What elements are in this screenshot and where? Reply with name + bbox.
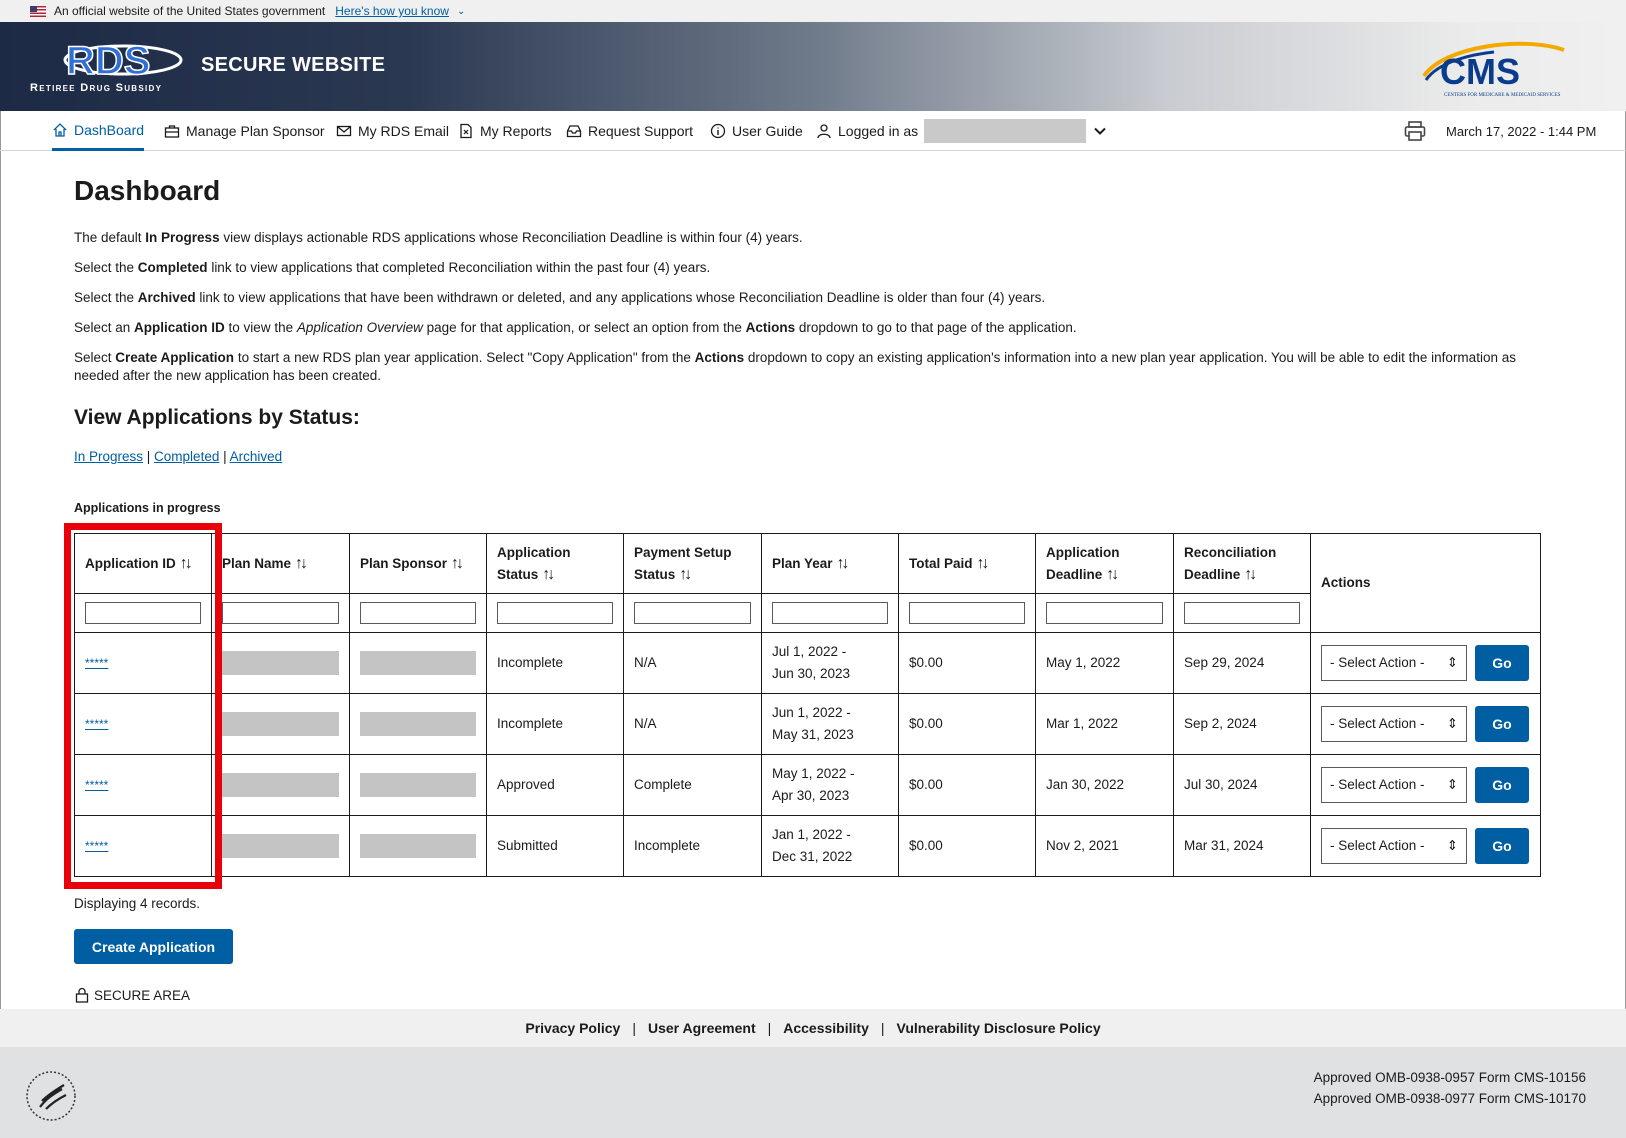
sort-icon[interactable]: ↑↓: [836, 554, 847, 572]
cell-plan-year: [762, 816, 899, 877]
intro-text: Select the: [74, 290, 138, 305]
filter-cell: [487, 594, 624, 633]
redacted-plan-sponsor: [360, 651, 476, 675]
cell-plan-year: [762, 755, 899, 816]
select-action-value: - Select Action -: [1330, 716, 1425, 731]
select-action-dropdown[interactable]: [1321, 706, 1467, 742]
nav-logged-in-label: Logged in as: [838, 123, 919, 139]
filter-cell: [75, 594, 212, 633]
cell-application-status: Approved: [487, 755, 624, 816]
th-plan-sponsor[interactable]: [350, 534, 487, 594]
header-label: Application: [1046, 544, 1120, 560]
intro-paragraph-3: [74, 289, 1554, 307]
select-action-dropdown[interactable]: [1321, 828, 1467, 864]
go-button[interactable]: Go: [1475, 767, 1529, 803]
nav-user-guide[interactable]: [710, 111, 803, 151]
select-action-value: - Select Action -: [1330, 655, 1425, 670]
nav-my-reports-label: My Reports: [480, 123, 552, 139]
footer-links: [0, 1009, 1626, 1047]
plan-year-end: Jun 30, 2023: [772, 666, 851, 681]
lock-icon: [74, 987, 90, 1003]
nav-my-reports[interactable]: [458, 111, 552, 151]
cell-payment-status: Complete: [624, 755, 762, 816]
select-action-value: - Select Action -: [1330, 838, 1425, 853]
redacted-plan-name: [222, 651, 339, 675]
updown-caret-icon: ⇕: [1446, 777, 1458, 792]
intro-bold: Archived: [137, 290, 196, 305]
filter-total-paid-input[interactable]: [909, 602, 1025, 624]
omb-line-2: Approved OMB-0938-0977 Form CMS-10170: [1313, 1091, 1586, 1106]
table-header-row: [75, 534, 1541, 594]
cell-application-deadline: May 1, 2022: [1036, 633, 1174, 694]
gov-banner: [0, 0, 1626, 22]
th-plan-year[interactable]: [762, 534, 899, 594]
header-label: Status: [634, 566, 676, 582]
redacted-plan-name: [222, 773, 339, 797]
header-label: Deadline: [1184, 566, 1241, 582]
redacted-plan-sponsor: [360, 834, 476, 858]
intro-paragraph-1: [74, 229, 1554, 247]
cell-reconciliation-deadline: Sep 2, 2024: [1174, 694, 1311, 755]
select-action-dropdown[interactable]: [1321, 767, 1467, 803]
intro-text: Select an: [74, 320, 135, 335]
cell-total-paid: $0.00: [899, 816, 1036, 877]
plan-year-start: Jun 1, 2022 -: [772, 705, 851, 720]
nav-request-support[interactable]: [566, 111, 693, 151]
cell-reconciliation-deadline: Mar 31, 2024: [1174, 816, 1311, 877]
header-label: Plan Name: [222, 555, 292, 571]
cell-application-id: [75, 633, 212, 694]
table-row: [75, 816, 1541, 877]
nav-dashboard-label: DashBoard: [74, 121, 145, 138]
intro-text: to view the: [224, 320, 297, 335]
intro-paragraph-2: [74, 259, 1554, 277]
user-icon: [816, 123, 832, 139]
rds-logo[interactable]: [58, 36, 188, 86]
site-header: [0, 22, 1626, 111]
intro-text: Select: [74, 350, 116, 365]
filter-cell: [350, 594, 487, 633]
filter-application-id-input[interactable]: [85, 602, 201, 624]
cell-application-status: Incomplete: [487, 694, 624, 755]
filter-plan-sponsor-input[interactable]: [360, 602, 476, 624]
th-actions: Actions: [1311, 534, 1541, 633]
cell-application-deadline: Nov 2, 2021: [1036, 816, 1174, 877]
cell-total-paid: $0.00: [899, 633, 1036, 694]
application-id-link[interactable]: *****: [85, 717, 109, 731]
nav-request-support-label: Request Support: [588, 123, 694, 139]
nav-date: March 17, 2022 - 1:44 PM: [1446, 123, 1597, 139]
cell-application-id: [75, 694, 212, 755]
link-completed[interactable]: Completed: [154, 449, 220, 464]
application-id-link[interactable]: *****: [85, 656, 109, 670]
home-icon: [52, 122, 68, 138]
header-label: Total Paid: [909, 555, 973, 571]
nav-user-guide-label: User Guide: [732, 123, 803, 139]
username-redacted: [924, 119, 1086, 143]
cell-plan-sponsor: [350, 816, 487, 877]
header-label: Application: [497, 544, 571, 560]
filter-cell: [899, 594, 1036, 633]
filter-cell: [624, 594, 762, 633]
redacted-plan-name: [222, 834, 339, 858]
filter-reconciliation-deadline-input[interactable]: [1184, 602, 1300, 624]
cell-total-paid: $0.00: [899, 755, 1036, 816]
filter-plan-name-input[interactable]: [222, 602, 339, 624]
updown-caret-icon: ⇕: [1446, 716, 1458, 731]
inbox-icon: [566, 123, 582, 139]
intro-text: Select the: [74, 260, 138, 275]
intro-text: link to view applications that have been withdrawn or deleted, and any applications whose Reconciliation Deadline is older than four (4) years.: [195, 290, 1046, 305]
intro-paragraph-5: [74, 349, 1554, 385]
cms-logo-text: CMS: [1440, 51, 1520, 92]
table-row: [75, 694, 1541, 755]
go-button[interactable]: Go: [1475, 706, 1529, 742]
th-payment-setup-status[interactable]: [624, 534, 762, 594]
cell-plan-name: [212, 633, 350, 694]
th-total-paid[interactable]: [899, 534, 1036, 594]
cell-application-deadline: Mar 1, 2022: [1036, 694, 1174, 755]
print-icon[interactable]: [1403, 119, 1427, 143]
secure-area: [74, 987, 190, 1003]
intro-bold: Create Application: [115, 350, 235, 365]
go-button[interactable]: Go: [1475, 828, 1529, 864]
us-flag-icon: [30, 6, 46, 17]
cms-tagline: CENTERS FOR MEDICARE & MEDICAID SERVICES: [1444, 93, 1561, 98]
redacted-plan-sponsor: [360, 773, 476, 797]
cell-actions: [1311, 694, 1541, 755]
cell-reconciliation-deadline: Jul 30, 2024: [1174, 755, 1311, 816]
page-title: Dashboard: [74, 175, 221, 206]
cell-actions: [1311, 816, 1541, 877]
section-title: View Applications by Status:: [74, 406, 360, 429]
site-title: SECURE WEBSITE: [201, 54, 386, 76]
cell-application-id: [75, 755, 212, 816]
th-application-id[interactable]: [75, 534, 212, 594]
intro-text: to start a new RDS plan year application. Select "Copy Application" from the: [234, 350, 695, 365]
cell-application-id: [75, 816, 212, 877]
main-nav: [0, 111, 1626, 151]
gov-banner-text: An official website of the United States government: [54, 4, 326, 18]
plan-year-end: Apr 30, 2023: [772, 788, 850, 803]
info-icon: [710, 123, 726, 139]
intro-bold: Actions: [694, 350, 745, 365]
rds-logo-text: RDS: [66, 39, 151, 83]
secure-area-label: SECURE AREA: [94, 987, 191, 1003]
filter-cell: [1036, 594, 1174, 633]
intro-text: link to view applications that completed Reconciliation within the past four (4) years.: [207, 260, 711, 275]
cell-payment-status: N/A: [624, 694, 762, 755]
footer-separator: |: [880, 1020, 885, 1036]
omb-line-1: Approved OMB-0938-0957 Form CMS-10156: [1313, 1070, 1586, 1085]
th-application-status[interactable]: [487, 534, 624, 594]
sort-icon[interactable]: ↑↓: [451, 554, 462, 572]
omb-approvals: [1314, 1067, 1586, 1109]
nav-manage-plan-sponsor-label: Manage Plan Sponsor: [186, 123, 325, 139]
filter-cell: [1174, 594, 1311, 633]
plan-year-start: May 1, 2022 -: [772, 766, 855, 781]
sort-icon[interactable]: ↑↓: [679, 565, 690, 583]
cell-plan-sponsor: [350, 755, 487, 816]
intro-text: The default: [74, 230, 146, 245]
footer-link-user-agreement[interactable]: User Agreement: [647, 1020, 756, 1036]
application-id-link[interactable]: *****: [85, 839, 109, 853]
footer-link-accessibility[interactable]: Accessibility: [783, 1020, 869, 1036]
footer-separator: |: [767, 1020, 772, 1036]
nav-dashboard[interactable]: [52, 111, 144, 151]
cell-actions: [1311, 755, 1541, 816]
header-label: Reconciliation: [1184, 544, 1277, 560]
intro-bold: Application ID: [134, 320, 225, 335]
rds-logo-subtitle: Retiree Drug Subsidy: [30, 82, 163, 94]
cell-plan-year: [762, 633, 899, 694]
intro-paragraph-4: [74, 319, 1554, 337]
cell-plan-name: [212, 755, 350, 816]
cms-logo[interactable]: [1414, 36, 1584, 102]
plan-year-start: Jan 1, 2022 -: [772, 827, 851, 842]
header-label: Deadline: [1046, 566, 1103, 582]
cell-plan-name: [212, 694, 350, 755]
footer-link-vulnerability-disclosure[interactable]: Vulnerability Disclosure Policy: [896, 1020, 1101, 1036]
sort-icon[interactable]: ↑↓: [542, 565, 553, 583]
header-label: Plan Sponsor: [360, 555, 448, 571]
go-button[interactable]: Go: [1475, 645, 1529, 681]
cell-reconciliation-deadline: Sep 29, 2024: [1174, 633, 1311, 694]
status-links: In Progress | Completed | Archived: [74, 449, 283, 464]
filter-plan-year-input[interactable]: [772, 602, 888, 624]
footer-bottom: [0, 1047, 1626, 1138]
th-reconciliation-deadline[interactable]: [1174, 534, 1311, 594]
intro-italic: Application Overview: [296, 320, 423, 335]
envelope-icon: [336, 123, 352, 139]
header-label: Status: [497, 566, 539, 582]
cell-plan-name: [212, 816, 350, 877]
table-caption: Applications in progress: [74, 501, 221, 515]
updown-caret-icon: ⇕: [1446, 838, 1458, 853]
th-application-deadline[interactable]: [1036, 534, 1174, 594]
cell-plan-sponsor: [350, 694, 487, 755]
nav-my-rds-email-label: My RDS Email: [358, 123, 450, 139]
filter-application-deadline-input[interactable]: [1046, 602, 1163, 624]
redacted-plan-sponsor: [360, 712, 476, 736]
sort-icon[interactable]: ↑↓: [179, 554, 190, 572]
briefcase-icon: [164, 123, 180, 139]
applications-table: [74, 533, 1541, 877]
intro-bold: In Progress: [145, 230, 220, 245]
filter-cell: [762, 594, 899, 633]
filter-cell: [212, 594, 350, 633]
create-application-button[interactable]: Create Application: [74, 929, 233, 964]
sort-icon[interactable]: ↑↓: [1244, 565, 1255, 583]
intro-bold: Actions: [745, 320, 796, 335]
filter-application-status-input[interactable]: [497, 602, 613, 624]
header-label: Plan Year: [772, 555, 833, 571]
cell-application-deadline: Jan 30, 2022: [1036, 755, 1174, 816]
report-icon: [458, 123, 474, 139]
table-row: [75, 755, 1541, 816]
redacted-plan-name: [222, 712, 339, 736]
cell-total-paid: $0.00: [899, 694, 1036, 755]
link-in-progress[interactable]: In Progress: [74, 449, 144, 464]
application-id-link[interactable]: *****: [85, 778, 109, 792]
nav-manage-plan-sponsor[interactable]: [164, 111, 325, 151]
nav-my-rds-email[interactable]: [336, 111, 449, 151]
sort-icon[interactable]: ↑↓: [1106, 565, 1117, 583]
intro-bold: Completed: [137, 260, 208, 275]
intro-text: dropdown to copy an existing application's information into a new plan year application. You will be able to edit the information as needed after the new application has been created.: [74, 350, 1516, 383]
chevron-down-icon[interactable]: ⌄: [456, 5, 466, 17]
cell-payment-status: Incomplete: [624, 816, 762, 877]
footer-link-privacy-policy[interactable]: Privacy Policy: [525, 1020, 621, 1036]
cell-actions: [1311, 633, 1541, 694]
select-action-value: - Select Action -: [1330, 777, 1425, 792]
hhs-seal-icon: [24, 1069, 78, 1123]
cell-payment-status: N/A: [624, 633, 762, 694]
link-archived[interactable]: Archived: [229, 449, 283, 464]
filter-payment-status-input[interactable]: [634, 602, 751, 624]
sort-icon[interactable]: ↑↓: [295, 554, 306, 572]
plan-year-end: Dec 31, 2022: [772, 849, 853, 864]
sort-icon[interactable]: ↑↓: [976, 554, 987, 572]
header-label: Payment Setup: [634, 544, 732, 560]
plan-year-start: Jul 1, 2022 -: [772, 644, 847, 659]
heres-how-you-know-link[interactable]: Here's how you know: [335, 4, 449, 18]
cell-application-status: Submitted: [487, 816, 624, 877]
cell-plan-year: [762, 694, 899, 755]
nav-user-menu[interactable]: [816, 111, 1108, 151]
intro-text: page for that application, or select an option from the: [422, 320, 746, 335]
cell-plan-sponsor: [350, 633, 487, 694]
select-action-dropdown[interactable]: [1321, 645, 1467, 681]
table-row: [75, 633, 1541, 694]
th-plan-name[interactable]: [212, 534, 350, 594]
cell-application-status: Incomplete: [487, 633, 624, 694]
updown-caret-icon: ⇕: [1446, 655, 1458, 670]
plan-year-end: May 31, 2023: [772, 727, 854, 742]
intro-text: dropdown to go to that page of the application.: [795, 320, 1077, 335]
header-label: Application ID: [85, 555, 176, 571]
intro-text: view displays actionable RDS applications whose Reconciliation Deadline is within four (4) years.: [219, 230, 803, 245]
chevron-down-icon[interactable]: [1092, 123, 1108, 139]
footer-separator: |: [632, 1020, 636, 1036]
records-count: Displaying 4 records.: [74, 896, 201, 911]
